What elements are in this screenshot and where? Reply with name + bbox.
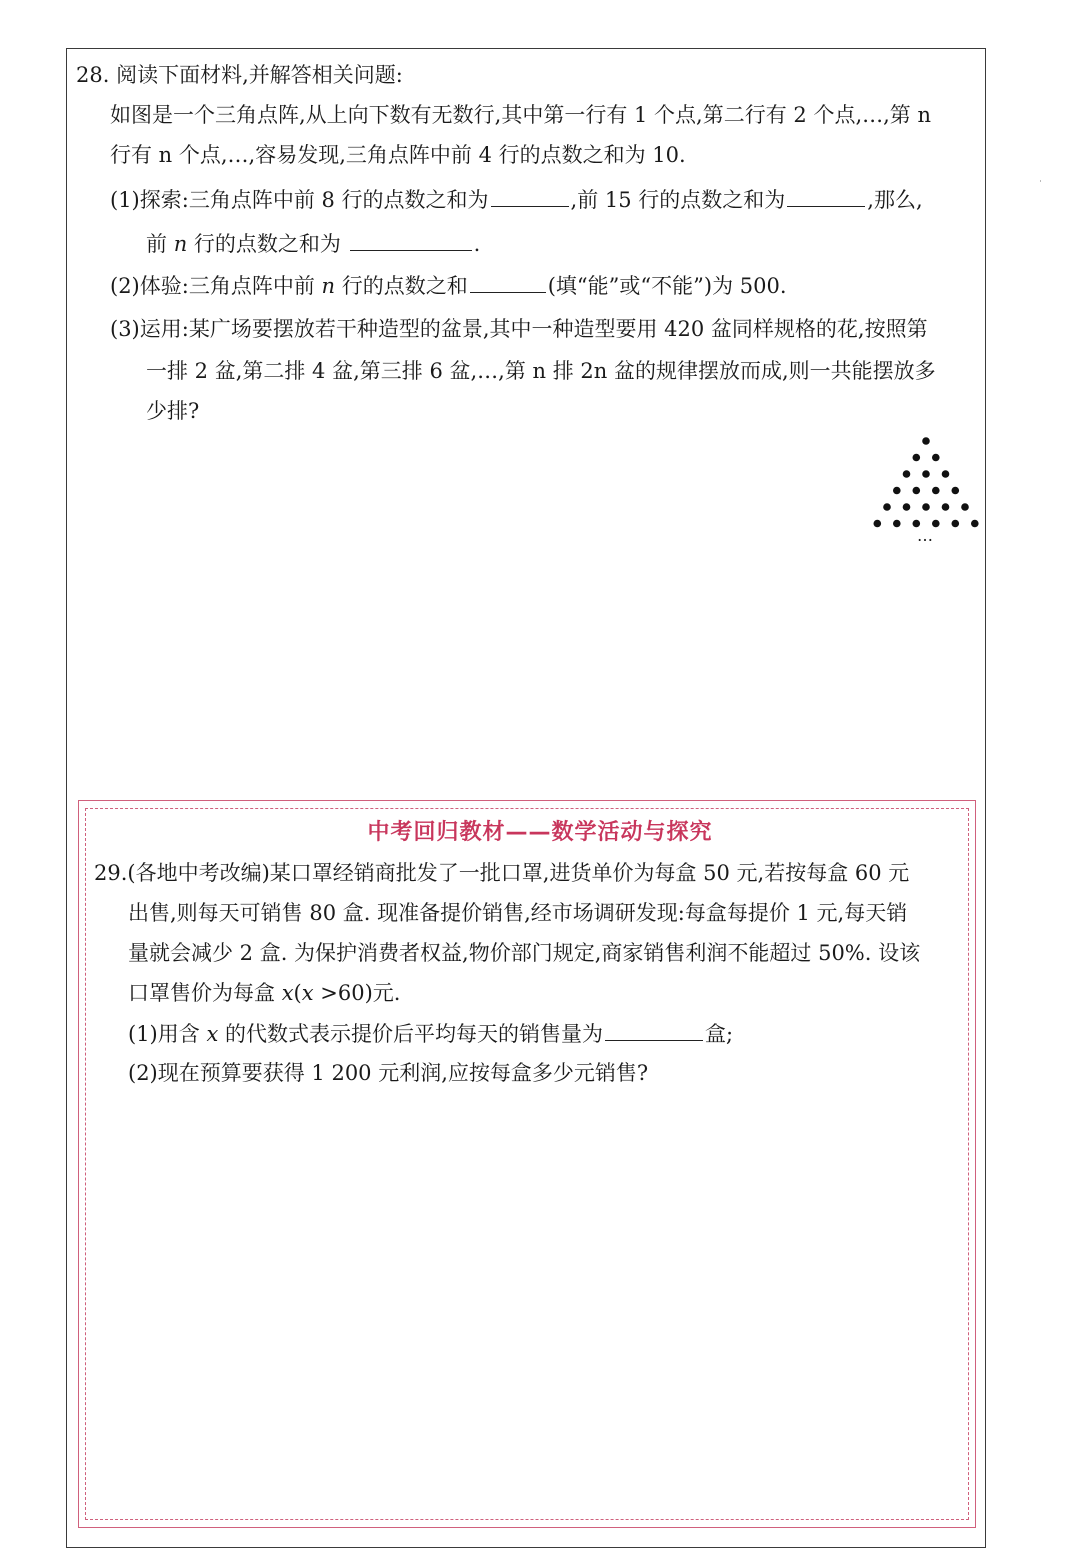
triangle-dot: [922, 503, 930, 511]
triangle-dot: [893, 487, 901, 495]
q28-part3-line2: 一排 2 盆,第二排 4 盆,第三排 6 盆,…,第 n 排 2n 盆的规律摆放而成,则一共能摆放多: [146, 359, 936, 383]
triangle-dot: [913, 454, 921, 462]
q28-part2-text-a: (2)体验:三角点阵中前: [110, 274, 315, 298]
q29-part2-line: (2)现在预算要获得 1 200 元利润,应按每盒多少元销售?: [128, 1061, 649, 1085]
q29-part1-line: [128, 1018, 733, 1049]
q29-part1-text-c: 的代数式表示提价后平均每天的销售量为: [224, 1022, 603, 1046]
q28-part1-text-g: .: [473, 232, 481, 256]
q28-part1-line2: [146, 228, 480, 259]
q28-part2-text-d: (填“能”或“不能”)为 500.: [547, 274, 787, 298]
q28-part2-text-c: 行的点数之和: [341, 274, 468, 298]
q28-part1-text-a: (1)探索:三角点阵中前 8 行的点数之和为: [110, 188, 489, 212]
q28-part2-var-n: n: [321, 274, 336, 298]
q28-answer-blank-8rows[interactable]: [491, 184, 569, 207]
triangle-dot: [971, 520, 979, 528]
q29-line4-var-x: x: [281, 981, 294, 1005]
triangle-dot: [893, 520, 901, 528]
triangle-dot: [942, 470, 950, 478]
q29-part1-text-a: (1)用含: [128, 1022, 200, 1046]
triangle-dot: [932, 487, 940, 495]
q28-part1-var-n: n: [173, 232, 188, 256]
q29-line4-text-a: 口罩售价为每盒: [128, 981, 275, 1005]
q28-part2-line: [110, 270, 787, 301]
triangle-dot: [932, 454, 940, 462]
q28-answer-blank-can[interactable]: [470, 270, 546, 293]
q29-line-3: 量就会减少 2 盒. 为保护消费者权益,物价部门规定,商家销售利润不能超过 50%. 设该: [128, 941, 921, 965]
q28-part1-text-b: ,前 15 行的点数之和为: [570, 188, 786, 212]
triangle-dot: [961, 503, 969, 511]
q28-answer-blank-15rows[interactable]: [787, 184, 865, 207]
q28-part3-line1: (3)运用:某广场要摆放若干种造型的盆景,其中一种造型要用 420 盆同样规格的花,按照第: [110, 317, 928, 341]
q28-heading: 28. 阅读下面材料,并解答相关问题:: [76, 63, 403, 87]
page-edge-mark: [1040, 180, 1041, 182]
triangle-dot: [922, 437, 930, 445]
q29-part1-text-d: 盒;: [704, 1022, 734, 1046]
triangle-dot: [903, 503, 911, 511]
triangle-dot: [922, 470, 930, 478]
q29-part1-var-x: x: [206, 1022, 219, 1046]
q29-answer-blank-sales[interactable]: [605, 1018, 703, 1041]
triangle-dot: [942, 503, 950, 511]
q29-line-4: [128, 978, 400, 1008]
q29-line4-paren: (: [293, 981, 302, 1005]
triangle-dot: [883, 503, 891, 511]
q28-part3-line3: 少排?: [146, 399, 200, 423]
triangle-dot: [913, 487, 921, 495]
q29-line4-var-x2: x: [301, 981, 314, 1005]
q29-line-2: 出售,则每天可销售 80 盒. 现准备提价销售,经市场调研发现:每盒每提价 1 元,每天销: [128, 901, 908, 925]
triangle-dot: [952, 520, 960, 528]
q28-part1-text-f: 行的点数之和为: [193, 232, 341, 256]
q28-material-line-2: 行有 n 个点,…,容易发现,三角点阵中前 4 行的点数之和为 10.: [110, 143, 686, 167]
figure-ellipsis: …: [917, 526, 933, 545]
q28-part1-text-d: 前: [146, 232, 167, 256]
triangle-dot: [874, 520, 882, 528]
q28-part1-text-c: ,那么,: [867, 188, 923, 212]
q28-answer-blank-nrows[interactable]: [350, 228, 472, 251]
q29-line4-text-e: >60)元.: [313, 981, 401, 1005]
triangle-dot: [903, 470, 911, 478]
triangle-dot: [952, 487, 960, 495]
q28-material-line-1: 如图是一个三角点阵,从上向下数有无数行,其中第一行有 1 个点,第二行有 2 个点,…,第 n: [110, 103, 931, 127]
q29-line-1: 29.(各地中考改编)某口罩经销商批发了一批口罩,进货单价为每盒 50 元,若按每盒 60 元: [94, 861, 910, 885]
section-title: 中考回归教材——数学活动与探究: [367, 820, 713, 845]
q28-part1-line1: [110, 184, 923, 215]
triangle-dot: [932, 520, 940, 528]
